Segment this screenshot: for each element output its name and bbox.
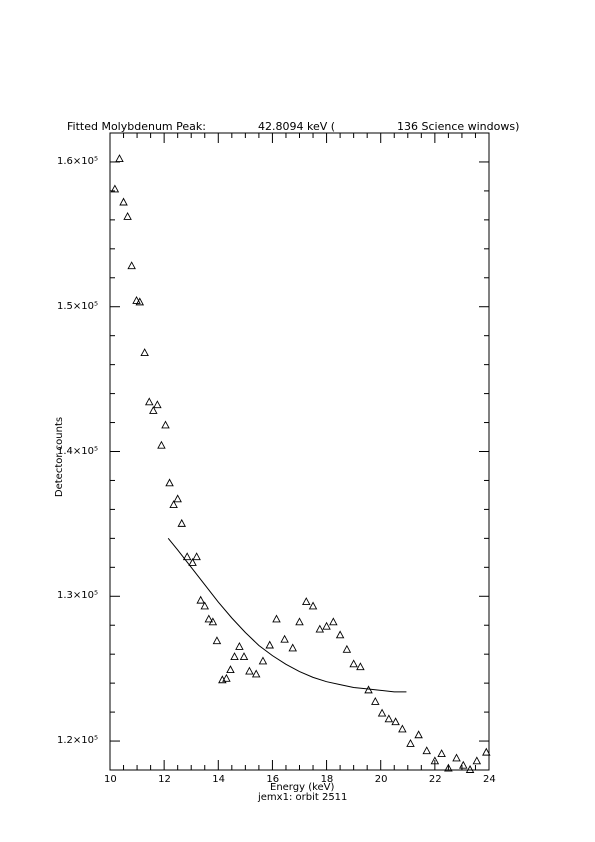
data-point bbox=[158, 442, 165, 449]
data-point bbox=[399, 725, 406, 732]
data-point bbox=[193, 553, 200, 560]
data-point bbox=[231, 653, 238, 660]
x-tick-label: 18 bbox=[320, 774, 334, 785]
data-point bbox=[438, 750, 445, 757]
data-point bbox=[423, 747, 430, 754]
x-axis-label: Energy (keV) bbox=[270, 782, 335, 793]
data-point bbox=[162, 421, 169, 428]
data-point bbox=[241, 653, 248, 660]
data-point bbox=[385, 715, 392, 722]
data-point bbox=[146, 398, 153, 405]
x-tick-label: 16 bbox=[266, 774, 280, 785]
data-point bbox=[372, 698, 379, 705]
data-point bbox=[392, 718, 399, 725]
data-point bbox=[236, 643, 243, 650]
x-tick-label: 14 bbox=[212, 774, 226, 785]
plot-frame bbox=[110, 133, 489, 770]
data-markers bbox=[111, 155, 489, 772]
data-point bbox=[141, 349, 148, 356]
data-point bbox=[273, 615, 280, 622]
data-point bbox=[460, 762, 467, 769]
axis-ticks bbox=[110, 133, 489, 770]
data-point bbox=[124, 213, 131, 220]
x-tick-label: 12 bbox=[158, 774, 171, 785]
y-axis-label: Detector counts bbox=[54, 416, 66, 498]
data-point bbox=[266, 641, 273, 648]
data-point bbox=[323, 623, 330, 630]
fit-curve bbox=[168, 538, 406, 691]
data-point bbox=[116, 155, 123, 162]
data-point bbox=[259, 657, 266, 664]
data-point bbox=[197, 597, 204, 604]
data-point bbox=[467, 766, 474, 773]
x-tick-label: 20 bbox=[374, 774, 388, 785]
data-point bbox=[303, 598, 310, 605]
x-tick-label: 22 bbox=[428, 774, 442, 785]
data-point bbox=[253, 670, 260, 677]
data-point bbox=[350, 660, 357, 667]
peak-energy-value: 42.8094 keV ( bbox=[258, 120, 336, 133]
data-point bbox=[120, 198, 127, 205]
y-tick-label: 1.2×10⁵ bbox=[57, 735, 99, 747]
data-point bbox=[337, 631, 344, 638]
data-point bbox=[316, 626, 323, 633]
data-point bbox=[310, 602, 317, 609]
data-point bbox=[473, 757, 480, 764]
data-point bbox=[166, 479, 173, 486]
data-point bbox=[407, 740, 414, 747]
data-point bbox=[128, 262, 135, 269]
data-point bbox=[213, 637, 220, 644]
data-point bbox=[178, 520, 185, 527]
science-windows-count: 136 Science windows) bbox=[397, 120, 520, 133]
data-point bbox=[379, 710, 386, 717]
y-tick-label: 1.4×10⁵ bbox=[57, 445, 99, 457]
data-point bbox=[357, 663, 364, 670]
data-point bbox=[223, 675, 230, 682]
data-point bbox=[227, 666, 234, 673]
data-point bbox=[453, 754, 460, 761]
y-tick-label: 1.5×10⁵ bbox=[57, 300, 99, 312]
x-tick-label: 24 bbox=[483, 774, 496, 785]
data-point bbox=[343, 646, 350, 653]
data-point bbox=[281, 636, 288, 643]
y-tick-label: 1.6×10⁵ bbox=[57, 155, 99, 167]
x-tick-label: 10 bbox=[104, 774, 117, 785]
data-point bbox=[174, 495, 181, 502]
data-point bbox=[296, 618, 303, 625]
chart-subtitle: jemx1: orbit 2511 bbox=[258, 792, 348, 803]
data-point bbox=[246, 668, 253, 675]
data-point bbox=[289, 644, 296, 651]
chart-title: Fitted Molybdenum Peak: bbox=[67, 120, 206, 133]
data-point bbox=[415, 731, 422, 738]
data-point bbox=[154, 401, 161, 408]
data-point bbox=[330, 618, 337, 625]
y-tick-label: 1.3×10⁵ bbox=[57, 590, 99, 602]
